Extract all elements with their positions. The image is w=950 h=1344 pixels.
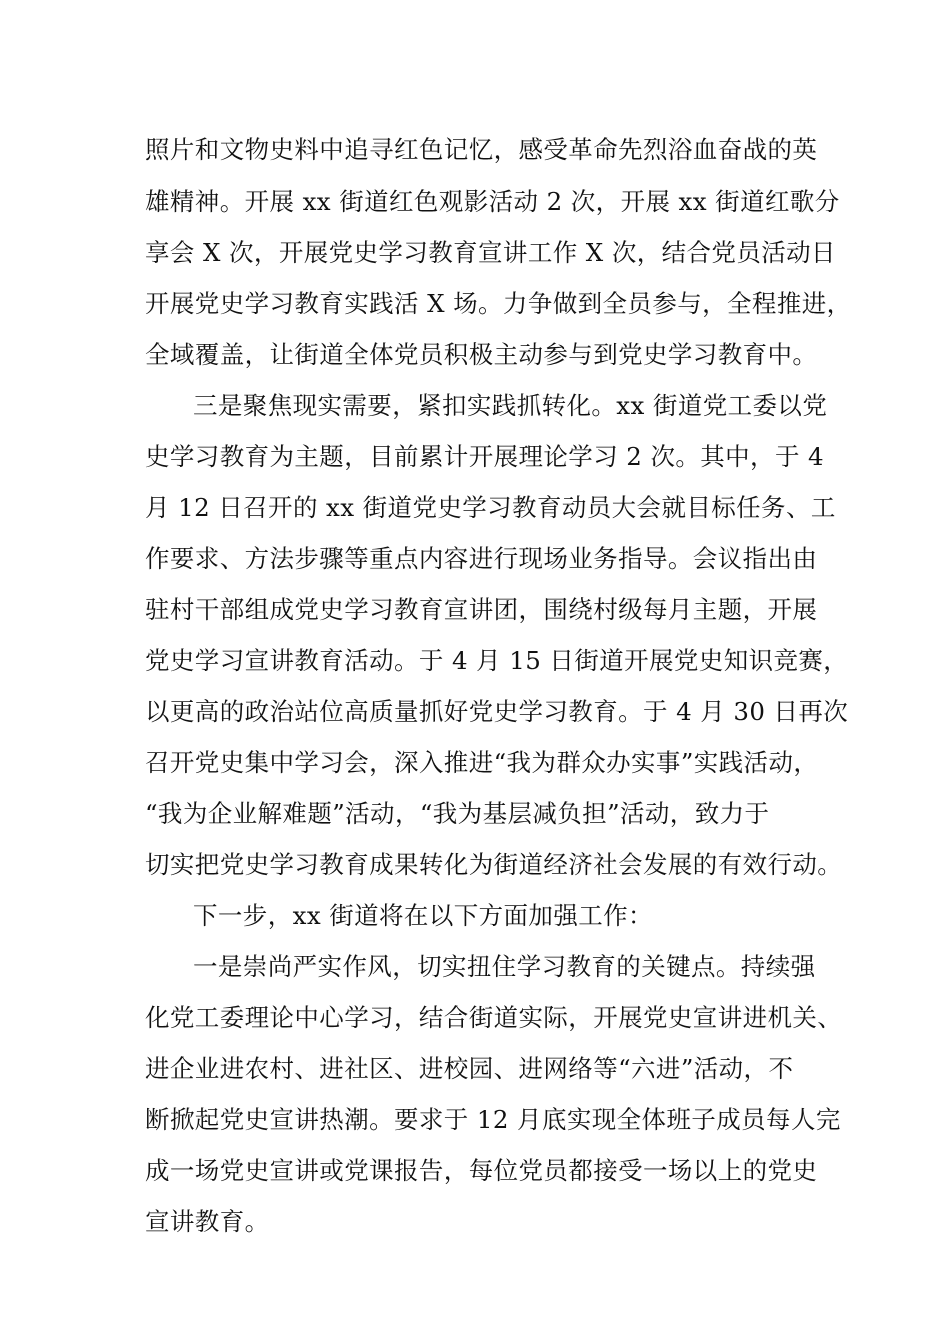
paragraph-start-line: 下一步，xx 街道将在以下方面加强工作： xyxy=(193,901,653,930)
text-line: 作要求、方法步骤等重点内容进行现场业务指导。会议指出由 xyxy=(145,544,818,573)
text-line: 党史学习宣讲教育活动。于 4 月 15 日街道开展党史知识竞赛， xyxy=(145,646,849,675)
text-line: 以更高的政治站位高质量抓好党史学习教育。于 4 月 30 日再次 xyxy=(145,697,849,726)
text-line: 享会 X 次，开展党史学习教育宣讲工作 X 次，结合党员活动日 xyxy=(145,238,836,267)
text-line: 断掀起党史宣讲热潮。要求于 12 月底实现全体班子成员每人完 xyxy=(145,1105,841,1134)
text-line: 切实把党史学习教育成果转化为街道经济社会发展的有效行动。 xyxy=(145,850,843,879)
text-line: 宣讲教育。 xyxy=(145,1207,270,1236)
text-line: “我为企业解难题”活动，“我为基层减负担”活动，致力于 xyxy=(145,799,770,828)
text-line: 全域覆盖，让街道全体党员积极主动参与到党史学习教育中。 xyxy=(145,340,818,369)
paragraph-start-line: 三是聚焦现实需要，紧扣实践抓转化。xx 街道党工委以党 xyxy=(193,391,828,420)
text-line: 雄精神。开展 xx 街道红色观影活动 2 次，开展 xx 街道红歌分 xyxy=(145,187,840,216)
text-line: 开展党史学习教育实践活 X 场。力争做到全员参与，全程推进， xyxy=(145,289,852,318)
text-line: 照片和文物史料中追寻红色记忆，感受革命先烈浴血奋战的英 xyxy=(145,135,818,164)
text-line: 化党工委理论中心学习，结合街道实际，开展党史宣讲进机关、 xyxy=(145,1003,843,1032)
paragraph-start-line: 一是崇尚严实作风，切实扭住学习教育的关键点。持续强 xyxy=(193,952,816,981)
text-line: 召开党史集中学习会，深入推进“我为群众办实事”实践活动， xyxy=(145,748,819,777)
text-line: 驻村干部组成党史学习教育宣讲团，围绕村级每月主题，开展 xyxy=(145,595,818,624)
text-line: 进企业进农村、进社区、进校园、进网络等“六进”活动，不 xyxy=(145,1054,794,1083)
text-line: 月 12 日召开的 xx 街道党史学习教育动员大会就目标任务、工 xyxy=(145,493,836,522)
text-line: 成一场党史宣讲或党课报告，每位党员都接受一场以上的党史 xyxy=(145,1156,818,1185)
text-line: 史学习教育为主题，目前累计开展理论学习 2 次。其中，于 4 xyxy=(145,442,825,471)
